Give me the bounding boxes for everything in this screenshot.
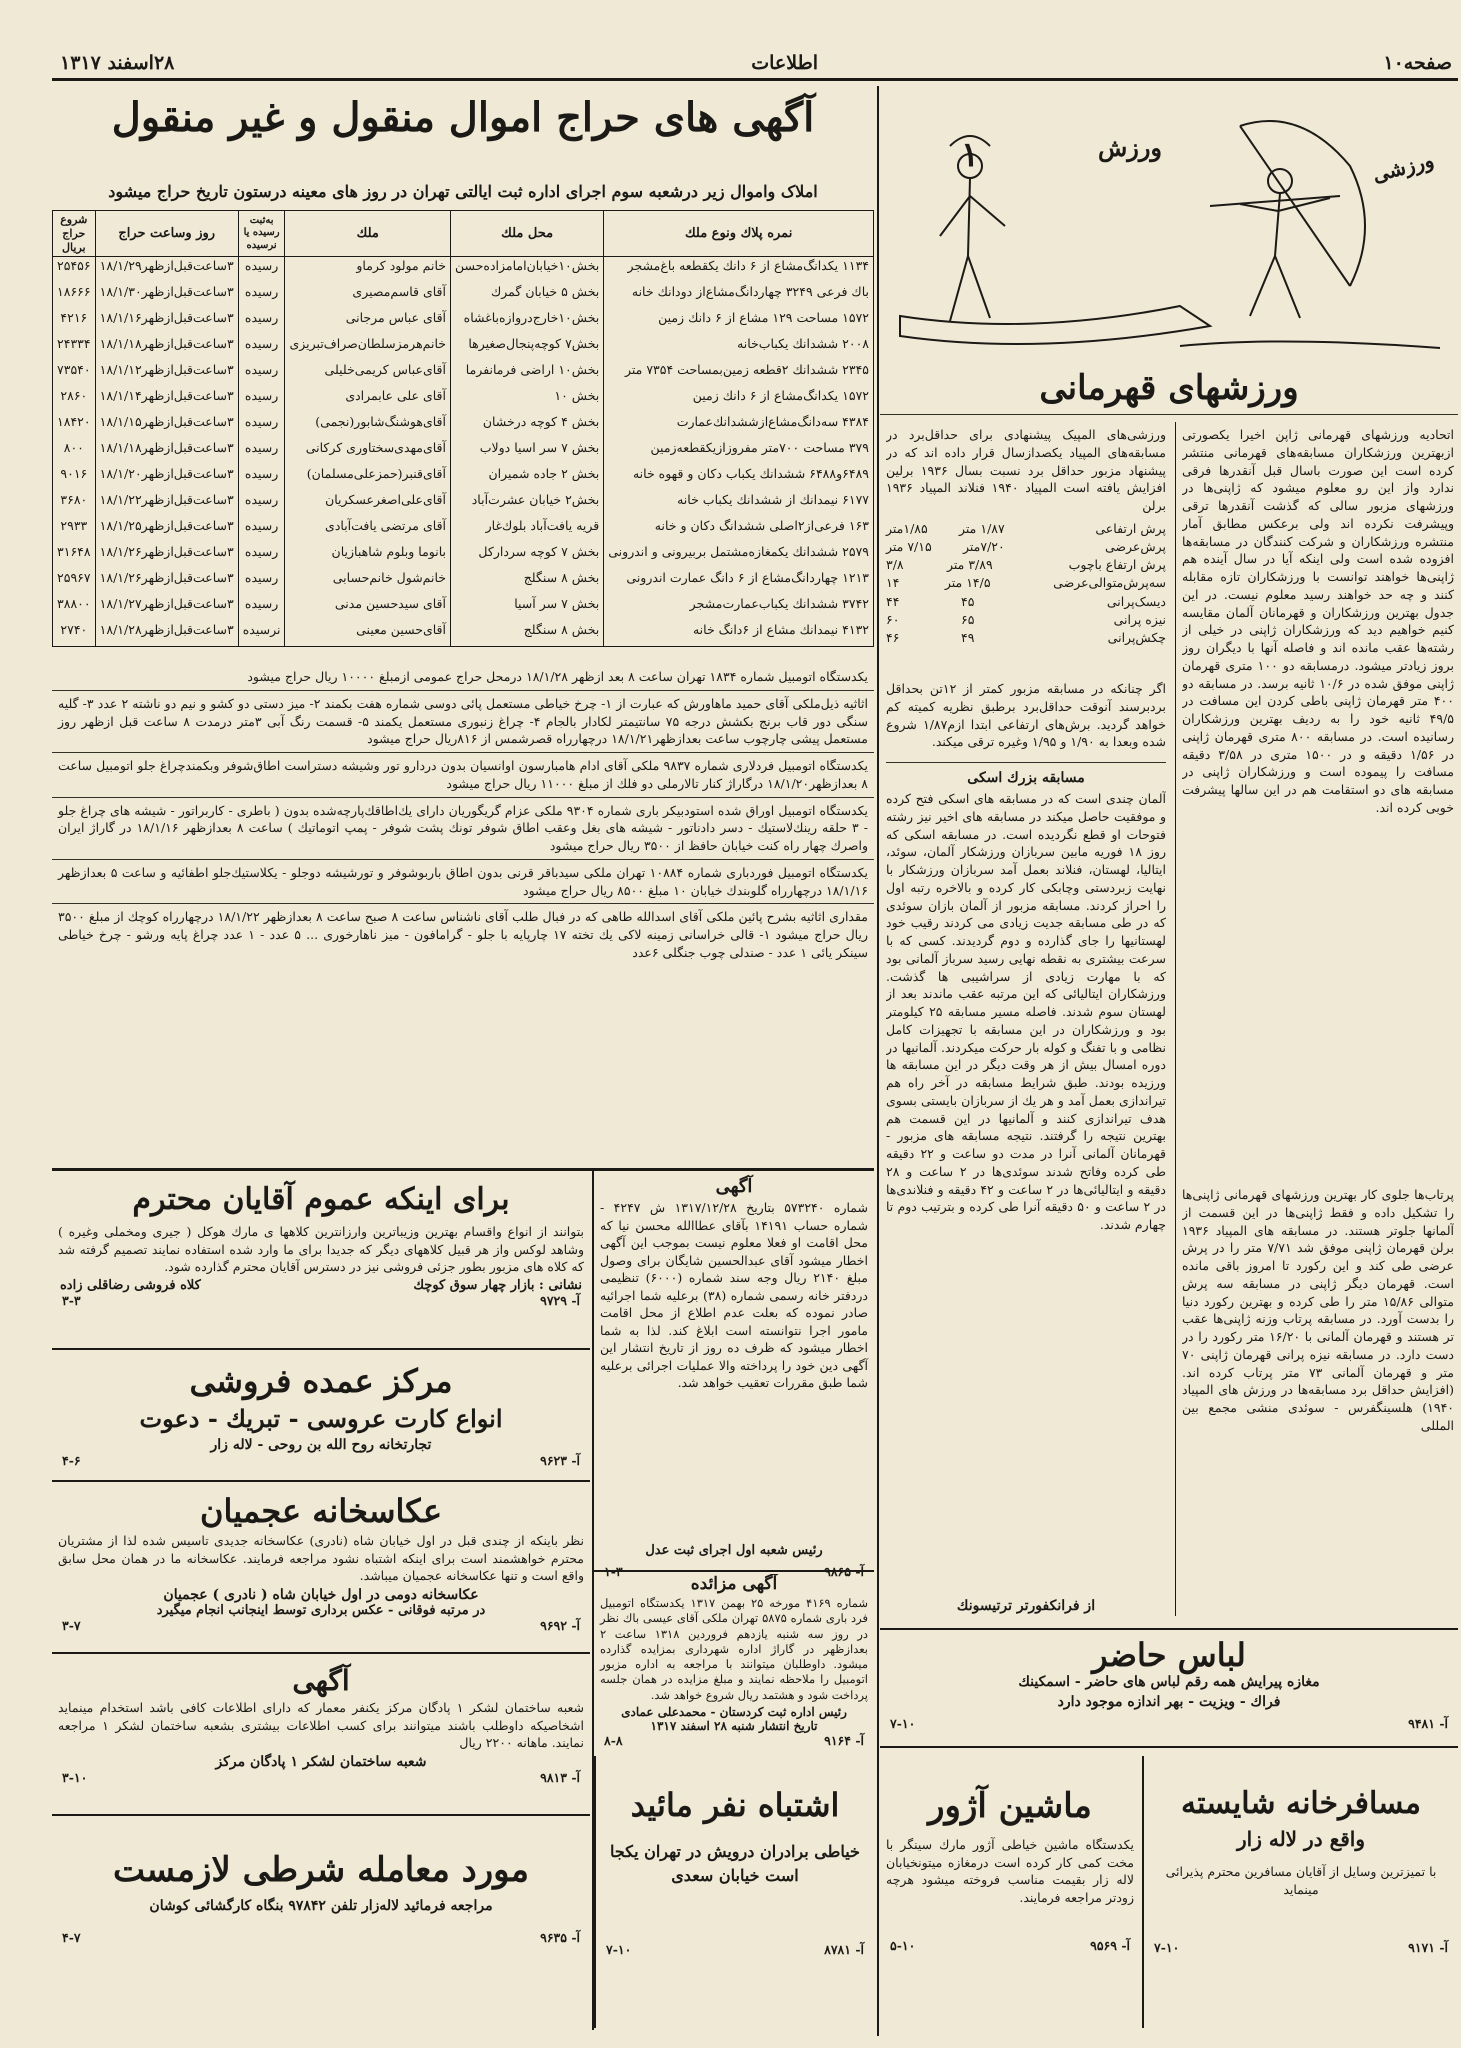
ski-heading: مسابقه بزرك اسکی [967, 770, 1085, 786]
masthead-rule [52, 78, 1458, 81]
row-registered: رسیده [238, 465, 285, 491]
ad-code-a: آ- ۹۱۶۴ [824, 1732, 864, 1748]
result-1936: ۳/۸ [886, 557, 904, 573]
row-registered: رسیده [238, 283, 285, 309]
photo-extra: در مرتبه فوقانی - عکس برداری توسط اینجانب انجام میگیرد [156, 1602, 486, 1618]
sewing-body: یکدستگاه ماشین خیاطی آژور مارك سینگر با مخت کمی کار کرده است درمغازه میتونخیابان لاله زار بقیمت مناسب فروخته میشود هرچه زودتر مراجعه فرمایند. [886, 1837, 1134, 1905]
photo-body: نظر باینکه از چندی قبل در اول خیابان شاه (نادری) عکاسخانه جدیدی تاسیس شده لذا از مشتریان محترم خواهشمند است برای اینکه اشتباه نشود مراجعه فرمایند. عکاسخانه ما در همان محل سابق واقع است و تنها عکاسخانه عجمیان میباشد. [58, 1533, 584, 1583]
row-plate: ۶۴۸۹و۶۴۸۸ ششدانك یکباب دکان و قهوه خانه [604, 465, 874, 491]
row-price: ۲۵۴۵۶ [53, 257, 96, 283]
result-row [886, 629, 1166, 647]
row-price: ۲۸۶۰ [53, 387, 96, 413]
row-price: ۲۴۳۳۴ [53, 335, 96, 361]
sports-title: ورزشهای قهرمانی [1039, 368, 1299, 408]
sports-section [880, 86, 1458, 1666]
notice1-body: شماره ۵۷۳۲۴۰ بتاریخ ۱۳۱۷/۱۲/۲۸ ش ۴۲۴۷ - شماره حساب ۱۴۱۹۱ بآقای عطاالله محسن نیا که محل اقامت او فعلا معلوم نیست بموجب این آگهی اخطار میشود آقای عبدالحسین شایگان برای وصول مبلغ ۲۱۴۰ ریال وجه سند شماره (۶۰۰۰) تنظیمی دردفتر خانه رسمی شماره (۳۸) برعلیه شما اجرائیه صادر نموده که بعلت عدم اطلاع از محل اقامت مامور اجرا نتوانسته است ابلاغ کند. لذا به شما اخطار میشود که ظرف ده روز از تاریخ انتشار این آگهی دین خود را پرداخته والا عملیات اجرائی برعلیه شما طبق مقررات تعقیب خواهد شد. [600, 1200, 868, 1390]
ad-code-b: ۳-۷ [62, 1617, 81, 1633]
auction-row [53, 595, 874, 621]
row-registered: رسیده [238, 361, 285, 387]
header-registered: بەثبت رسیده یا نرسیده [238, 211, 285, 257]
ad-ready-clothes [880, 1628, 1458, 1748]
row-owner: بانوما وبلوم شاهبازیان [285, 543, 451, 569]
auction-row [53, 413, 874, 439]
wholesale-company: تجارتخانه روح الله بن روحی - لاله زار [210, 1437, 432, 1453]
auction-row [53, 309, 874, 335]
wholesale-code [52, 1453, 590, 1468]
row-plate: ۴۳۸۴ سه‌دانگ‌مشاع‌ازششدانك‌عمارت [604, 413, 874, 439]
row-plate: ۱۲۱۳ چهاردانگ‌مشاع از ۶ دانگ عمارت اندرونی [604, 569, 874, 595]
deal-code [52, 1930, 590, 1945]
result-1940: ۱۴/۵ متر [944, 575, 991, 591]
row-location: بخش ۷ سر آسیا [451, 595, 604, 621]
row-plate: ۱۶۳ فرعی‌از۲‌اصلی ششدانگ دکان و خانه [604, 517, 874, 543]
photo-code [52, 1618, 590, 1633]
ad-notice-1 [594, 1174, 874, 1622]
row-registered: رسیده [238, 335, 285, 361]
result-1940: ۳/۸۹ متر [946, 557, 993, 573]
row-plate: ۱۱۳۴ یکدانگ‌مشاع از ۶ دانك یکقطعه باغ‌مشجر [604, 257, 874, 283]
sports-credit: از فرانکفورتر ترتیسونك [956, 1598, 1096, 1614]
mistake-title: اشتباه نفر مائید [630, 1786, 840, 1824]
row-registered: رسیده [238, 387, 285, 413]
tender-code [594, 1733, 874, 1748]
row-price: ۳۸۸۰۰ [53, 595, 96, 621]
row-owner: آقای‌حسین معینی [285, 621, 451, 647]
result-row [886, 538, 1166, 556]
page-number: صفحه۱۰ [1383, 52, 1452, 74]
auction-table [52, 210, 874, 647]
row-plate: ۳۷۹ مساحت ۷۰۰متر مفروزازیکقطعه‌زمین [604, 439, 874, 465]
row-date: ۳ساعت‌قبل‌ازظهر۱۸/۱/۲۶ [95, 543, 238, 569]
ready-clothes-title: لباس حاضر [1092, 1636, 1246, 1674]
row-date: ۳ساعت‌قبل‌ازظهر۱۸/۱/۲۷ [95, 595, 238, 621]
row-location: قریه یافت‌آباد بلوك‌غار [451, 517, 604, 543]
tender-rule [594, 1570, 874, 1572]
hotel-title: مسافرخانه شایسته [1181, 1786, 1421, 1821]
ad-sewing-machine [880, 1756, 1140, 2028]
gentlemen-address: نشانی : بازار چهار سوق کوچك [413, 1277, 582, 1293]
row-owner: آقای سید‌حسین مدنی [285, 595, 451, 621]
row-owner: خانم‌شول خانم‌حسابی [285, 569, 451, 595]
auction-row [53, 543, 874, 569]
result-event: سه‌پرش‌متوالی‌عرضی [1053, 575, 1166, 591]
header-owner: ملك [285, 211, 451, 257]
row-location: بخش۲ خیابان عشرت‌آباد [451, 491, 604, 517]
row-owner: خانم مولود کرماو [285, 257, 451, 283]
gentlemen-footer [52, 1278, 590, 1293]
row-location: بخش ۲ جاده شمیران [451, 465, 604, 491]
result-1940: ۶۵ [961, 611, 975, 627]
sports-col-right-lower: پرتاب‌ها جلوی کار بهترین ورزشهای قهرمانی ژاپنی‌ها را تشکیل داده و فقط ژاپنی‌ها در این قسمت از آلمانها جلوتر هستند. در مسابقه های المپیاد ۱۹۳۶ برلن قهرمان ژاپنی موفق شد ۷/۷۱ متر را در پرش عرضی طی کند و این رکورد تا امروز باقی مانده است. قهرمان دیگر ژاپنی در مسابقه سه پرش متوالی ۱۵/۸۶ متر را طی کرده و بهترین رکورد دنیا را بدست آورد. در مسابقه پرتاب وزنه ژاپنی‌ها عقب تر هستند و قهرمان آلمانی با ۱۶/۲۰ متر رکورد را در دست دارد. در مسابقه نیزه پرانی قهرمان ژاپنی ۷۰ متر و قهرمان آلمانی ۷۳ متر پرتاب کرده اند. (افزایش حداقل برد مسابقه‌ها در ورزش های المپیاد ۱۹۴۰) هلسینگفرس - سوئدی منشی مجمع بین المللی [1182, 1187, 1454, 1433]
result-1940: ۴۹ [961, 629, 975, 645]
ad-code-b: ۳-۱۰ [62, 1769, 88, 1785]
row-registered: رسیده [238, 257, 285, 283]
row-price: ۲۹۳۳ [53, 517, 96, 543]
result-1936: ۷/۱۵ متر [886, 539, 932, 555]
deal-title: مورد معامله شرطی لازمست [113, 1850, 529, 1890]
row-registered: رسیده [238, 595, 285, 621]
row-owner: آقای‌عباس کریمی‌خلیلی [285, 361, 451, 387]
auction-row [53, 569, 874, 595]
ski-text: آلمان چندی است که در مسابقه های اسکی فتح کرده و موفقیت حاصل میکند در مسابقه های اخیر نیز رشته فتوحات او قطع نگردیده است. در مسابقه اسکی که روز ۱۸ فوریه مابین سربازان ورزشکار آلمان، سوئد، ایتالیا، لهستان، فنلاند بعمل آمد سربازان ورزشکار با نهایت زبردستی وچابکی کار کرده و بالاخره رتبه اول را احراز کردند. مسابقه مزبور از آلمان بازان سوئدی که در طی مسابقه جدیت زیادی می کردند رقیب خود لهستانیها را جای گذارده و دوم گردیدند. کسی که با سرعت بیشتری به نقطه نهایی رسید سرباز آلمانی بود که با مهارت زیادی از سراشیبی ها گذشت. ورزشکاران ایتالیائی که این مرتبه عقب ماندند بعد از لهستان سوم شدند. فاصله مسیر مسابقه ۲۵ کیلومتر بود و ورزشکاران در این مسابقه با تجهیزات کامل نظامی و با تفنگ و کوله بار حرکت میکردند. آلمانیها در دوره امسال بیش از هر وقت دیگر در این مسابقه ها ورزیده بودند. طبق شرایط مسابقه در آخر راه هم تیراندازی بعمل آمد و هر یك از سربازان بایستی بسوی هدف تیراندازی کنند و آلمانیها در این قسمت هم بهترین نتیجه را گرفتند. نتیجه مسابقه های مزبور - قهرمانان آلمانی آنرا در مدت دو ساعت و ۲۲ دقیقه طی کرده وفاتح شدند سوئدی‌ها در ۲ ساعت و ۲۸ دقیقه و ایتالیائی‌ها در ۲ ساعت و ۴۲ دقیقه و فنلاندی‌ها در ۲ ساعت و ۵۰ دقیقه آنرا طی کرده و بترتیب دوم تا چهارم شدند. [886, 791, 1166, 1232]
auction-subtitle: املاک واموال زیر درشعبه سوم اجرای اداره ثبت ایالتی تهران در روز های معینه درستون تاریخ حراج میشود [108, 182, 818, 201]
ad-code-b: ۳-۳ [62, 1292, 81, 1308]
result-row [886, 574, 1166, 592]
gentlemen-title: برای اینکه عموم آقایان محترم [132, 1182, 510, 1217]
ad-wholesale [52, 1354, 590, 1482]
ad-code-b: ۴-۶ [62, 1453, 81, 1468]
ad-gentlemen [52, 1174, 590, 1350]
row-date: ۳ساعت‌قبل‌ازظهر۱۸/۱/۱۵ [95, 413, 238, 439]
auction-row [53, 465, 874, 491]
auction-note: یکدستگاه اتومبیل اوراق شده استودبیکر باری شماره ۹۳۰۴ ملکی عزام گریگوریان دارای یك‌اطاقك‌پارچه‌شده بدون ( باطری - کاربراتور - شیشه های چراغ جلو - ۳ حلقه رینك‌لاستیك - دسر دادناتور - شیشه های بغل وعقب اطاق شوفر تونك پشت شوفر - پمپ اتوماتیك ) ساعت ۸ بعدازظهر ۱۸/۱/۱۶ در گاراژ ایران واصرك چهار راه کنت خیابان حافظ از ۳۵۰۰ ریال حراج میشود [52, 798, 874, 860]
wholesale-title: مرکز عمده فروشی [189, 1362, 453, 1400]
row-plate: ۲۰۰۸ ششدانك یکباب‌خانه [604, 335, 874, 361]
row-price: ۳۶۸۰ [53, 491, 96, 517]
results-table [886, 520, 1166, 647]
row-location: بخش ۱۰ [451, 387, 604, 413]
row-date: ۳ساعت‌قبل‌ازظهر۱۸/۱/۳۰ [95, 283, 238, 309]
art-number: ۱ [960, 135, 980, 175]
photo-highlight: عکاسخانه دومی در اول خیابان شاه ( نادری ) عجمیان [163, 1586, 479, 1603]
notice1-signature: رئیس شعبه اول اجرای ثبت عدل [645, 1543, 823, 1558]
ad-code-a: آ- ۹۸۱۳ [540, 1769, 580, 1785]
auction-row [53, 257, 874, 283]
row-location: بخش۱۰ اراضی فرمانفرما [451, 361, 604, 387]
ad-notice-2 [52, 1658, 590, 1816]
row-registered: رسیده [238, 413, 285, 439]
row-date: ۳ساعت‌قبل‌ازظهر۱۸/۱/۱۴ [95, 387, 238, 413]
row-location: بخش۷ کوچه‌پنجال‌صغیرها [451, 335, 604, 361]
row-registered: نرسیده [238, 621, 285, 647]
wholesale-subtitle: انواع کارت عروسی - تبریك - دعوت [139, 1404, 503, 1433]
row-location: بخش ۷ کوچه سردارکل [451, 543, 604, 569]
row-owner: آقای عباس مرجانی [285, 309, 451, 335]
row-owner: خانم‌هرمزسلطان‌صراف‌تبریزی [285, 335, 451, 361]
mistake-code [596, 1942, 874, 1957]
notice1-title: آگهی [715, 1176, 753, 1197]
ad-code-b: ۷-۱۰ [606, 1942, 632, 1957]
hotel-subtitle: واقع در لاله زار [1237, 1827, 1365, 1851]
masthead [52, 50, 1458, 78]
gentlemen-shop: کلاه فروشی رضاقلی زاده [60, 1277, 201, 1293]
notice2-body: شعبه ساختمان لشکر ۱ پادگان مرکز یکنفر معمار که دارای اطلاعات کافی باشد استخدام مینماید اشخاصیکه داوطلب باشند میتوانند برای کسب اطلاعات بیشتری بشعبه ساختمان لشکر ۱ مراجعه نمایند. ماهانه ۲۲۰۰ ریال [58, 1700, 585, 1750]
row-date: ۳ساعت‌قبل‌ازظهر۱۸/۱/۱۲ [95, 361, 238, 387]
ready-clothes-code [880, 1716, 1458, 1731]
notice2-signature: شعبه ساختمان لشکر ۱ پادگان مرکز [215, 1753, 427, 1770]
sports-col-right: اتحادیه ورزشهای قهرمانی ژاپن اخیرا یکصورتی ازبهترین ورزشکاران مسابقه‌های قهرمانی منتشر کرده است این صورت باسال قبل آنقدرها فرقی ندارد واز این رو معلوم میشود که ژاپنی‌ها در ورزشهای مزبور سالی که گذشت آنقدرها ترقی وپیشرفت نکرده اند ولی برعکس مطابق آمار منتشره ورزشکاران و شرکت کنندگان در مسابقه‌ها افزوده شده است ولی اینکه آیا در سال آینده هم ژاپنی‌ها خواهند توانست با ورزشکاران تازه مقابله کنند و چه حد خواهند رسید معلوم نیست. در این جدول بهترین ورزشکاران و قهرمانان آلمان مقایسه کنیم خواهیم دید که ورزشکاران ژاپنی در خیلی از رشته‌ها عقب مانده اند و فاصله آنها با دیگران روز بروز زیادتر میشود. درمسابقه دو ۱۰۰ متری قهرمان ژاپنی موفق شده در ۱۰/۶ ثانیه برسد. در مسابقه دو ۴۰۰ متر قهرمان ژاپنی باطی کردن این مسافت در ۴۹/۵ ثانیه خود را به ردیف بهترین ورزشکاران رسانیده است. در مسابقه ۸۰۰ متری قهرمان ژاپنی در ۱/۵۶ دقیقه و در ۱۵۰۰ متری در ۳/۵۸ دقیقه مسافت را پیموده است و ورزشکاران ژاپنی در مسابقه های دو استقامت هم در این سالها پیشرفت خوبی کرده اند. [1182, 427, 1454, 815]
sewing-title: ماشین آژور [928, 1786, 1092, 1826]
row-plate: باك فرعی ۳۲۴۹ چهاردانگ‌مشاع‌از دودانك خانه [604, 283, 874, 309]
row-plate: ۴۱۳۲ نیمدانك مشاع از ۶دانگ خانه [604, 621, 874, 647]
row-date: ۳ساعت‌قبل‌ازظهر۱۸/۱/۱۸ [95, 335, 238, 361]
tender-title: آگهی مزائده [690, 1574, 778, 1594]
result-1936: ۱۴ [886, 575, 900, 591]
header-location: محل ملك [451, 211, 604, 257]
result-event: پرش ارتفاعی [1095, 521, 1166, 536]
auction-row [53, 283, 874, 309]
notice2-title: آگهی [292, 1664, 350, 1697]
result-row [886, 520, 1166, 538]
auction-title: آگهی های حراج اموال منقول و غیر منقول [111, 94, 815, 141]
result-1940: ۷/۲۰متر [962, 539, 1005, 555]
notice2-code [52, 1770, 590, 1785]
hotel-body: با تمیزترین وسایل از آقایان مسافرین محترم پذیرائی مینماید [1165, 1864, 1437, 1897]
row-owner: آقای‌هوشنگ‌شابور(نجمی) [285, 413, 451, 439]
row-plate: ۱۵۷۲ یکدانگ‌مشاع از ۶ دانك زمین [604, 387, 874, 413]
auction-row [53, 387, 874, 413]
result-event: پرش‌عرضی [1104, 539, 1166, 555]
row-owner: آقای‌قنبر(حمزعلی‌مسلمان) [285, 465, 451, 491]
row-registered: رسیده [238, 439, 285, 465]
row-date: ۳ساعت‌قبل‌ازظهر۱۸/۱/۲۸ [95, 621, 238, 647]
tender-signature: رئیس اداره ثبت کردستان - محمدعلی عمادی [621, 1704, 847, 1719]
auction-row [53, 335, 874, 361]
row-price: ۳۱۶۴۸ [53, 543, 96, 569]
sports-title-rule [880, 414, 1458, 415]
ad-mistake [594, 1756, 874, 2028]
row-price: ۱۸۶۶۶ [53, 283, 96, 309]
row-location: بخش ۵ خیابان گمرك [451, 283, 604, 309]
ski-rule [886, 762, 1166, 763]
tender-date: تاریخ انتشار شنبه ۲۸ اسفند ۱۳۱۷ [650, 1718, 818, 1733]
auction-header-row [53, 211, 874, 257]
result-1936: ۶۰ [886, 611, 900, 627]
ad-code-a: آ- ۹۶۹۲ [540, 1617, 580, 1633]
row-date: ۳ساعت‌قبل‌ازظهر۱۸/۱/۲۲ [95, 491, 238, 517]
row-location: بخش ۴ کوچه درخشان [451, 413, 604, 439]
auction-note: یکدستگاه اتومبیل شماره ۱۸۳۴ تهران ساعت ۸ بعد ازظهر ۱۸/۱/۲۸ درمحل حراج عمومی ازمبلغ ۱۰۰۰۰ ریال حراج میشود [52, 664, 874, 691]
archer-illustration [880, 86, 1458, 356]
row-location: بخش۱۰خارج‌دروازه‌باغشاه [451, 309, 604, 335]
row-date: ۳ساعت‌قبل‌ازظهر۱۸/۱/۱۸ [95, 439, 238, 465]
row-owner: آقای قاسم‌مصیری [285, 283, 451, 309]
ad-code-b: ۸-۸ [604, 1732, 623, 1748]
result-event: نیزه پرانی [1113, 611, 1166, 627]
hotel-code [1144, 1940, 1458, 1955]
row-date: ۳ساعت‌قبل‌ازظهر۱۸/۱/۱۶ [95, 309, 238, 335]
ad-code-b: ۴-۷ [62, 1930, 81, 1945]
ad-code-b: ۷-۱۰ [1154, 1940, 1180, 1955]
row-price: ۷۳۵۴۰ [53, 361, 96, 387]
row-registered: رسیده [238, 517, 285, 543]
row-plate: ۲۳۴۵ ششدانك ۲قطعه زمین‌بمساحت ۷۳۵۴ متر [604, 361, 874, 387]
issue-date: ۲۸اسفند ۱۳۱۷ [60, 52, 175, 74]
header-date: روز وساعت حراج [95, 211, 238, 257]
result-row [886, 611, 1166, 629]
header-price: شروع حراج بریال [53, 211, 96, 257]
ad-conditional-deal [52, 1820, 590, 2028]
row-location: بخش۱۰خیابان‌امامزاده‌حسن [451, 257, 604, 283]
row-price: ۸۰۰ [53, 439, 96, 465]
section-rule [52, 1168, 874, 1171]
row-location: بخش ۸ سنگلج [451, 569, 604, 595]
row-registered: رسیده [238, 569, 285, 595]
row-owner: آقای‌علی‌اصغر‌عسکریان [285, 491, 451, 517]
auction-note: یکدستگاه اتومبیل فوردباری شماره ۱۰۸۸۴ تهران ملکی سیدباقر قرنی بدون اطاق باربوشوفر و تورشیشه دوجلو - یکلاستیك‌جلو اطفائیه و ساعت ۵ بعدازظهر ۱۸/۱/۱۶ درچهارراه گلوبندك خیابان ۱۰ مبلغ ۸۵۰۰ ریال حراج میشود [52, 860, 874, 905]
result-1936: ۱/۸۵متر [886, 521, 928, 536]
result-row [886, 593, 1166, 611]
row-owner: آقای علی عابمرادی [285, 387, 451, 413]
auction-note: اثاثیه ذیل‌ملکی آقای حمید ماهاورش که عبارت از ۱- چرخ خیاطی مستعمل پائی دوسی شماره هفت بکمند ۲- میز دستی دو کشو و نیم دو ناشته ۲ عدد ۳- گلیه سنگی دور قاب برنج بکشش درجه ۷۵ سانتیمتر لکادار بالجام ۴- چراغ زنبوری مستعمل یکمند ۵- قسمت رنگ آبی ۳متر درمدت ۸ ساعت قبل ازظهر روز مستعمل پیشی چارچوب ساعت بعدازظهر۱۸/۱/۲۱ درچهارراه قصرشمس از ۸۱۶ریال حراج میشود [52, 691, 874, 753]
row-registered: رسیده [238, 543, 285, 569]
row-owner: آقای مرتضی یافت‌آبادی [285, 517, 451, 543]
auction-section [52, 86, 874, 960]
gentlemen-code [52, 1293, 590, 1308]
ad-hotel [1142, 1756, 1458, 2028]
row-date: ۳ساعت‌قبل‌ازظهر۱۸/۱/۲۰ [95, 465, 238, 491]
photo-title: عکاسخانه عجمیان [199, 1492, 443, 1530]
tender-body: شماره ۴۱۶۹ مورخه ۲۵ بهمن ۱۳۱۷ یکدستگاه اتومبیل فرد باری شماره ۵۸۷۵ تهران ملکی آقای عیسی باك نظر در روز سه شنبه یازدهم فروردین ۱۳۱۸ ساعت ۲ بعدازظهر در گاراژ اداره شهرداری بمزایده گذارده میشود. داوطلبان میتوانند با مراجعه به اداره مزبور اتومبیل را ملاحظه نمایند و مبلغ مزایده در همان جلسه پرداخت شود و هشتمد ریال شروع خواهد شد. [600, 1596, 868, 1702]
sewing-code [880, 1938, 1140, 1953]
row-location: بخش ۸ سنگلج [451, 621, 604, 647]
row-plate: ۳۷۴۲ ششدانك یکباب‌عمارت‌مشجر [604, 595, 874, 621]
row-date: ۳ساعت‌قبل‌ازظهر۱۸/۱/۲۵ [95, 517, 238, 543]
ad-code-b: ۷-۱۰ [890, 1716, 916, 1731]
result-1940: ۱/۸۷ متر [959, 521, 1005, 536]
ready-clothes-line1: مغازه پیرایش همه رقم لباس های حاضر - اسمکینك [1018, 1674, 1320, 1690]
auction-row [53, 621, 874, 647]
row-registered: رسیده [238, 309, 285, 335]
row-price: ۴۲۱۶ [53, 309, 96, 335]
result-event: چکش‌پرانی [1107, 629, 1166, 645]
auction-row [53, 491, 874, 517]
auction-note: یکدستگاه اتومبیل فردلاری شماره ۹۸۳۷ ملکی آقای ادام هامبارسون اوانسیان بدون دردارو تور وشیشه دستراست اطاق‌شوفر وبکمندچراغ جلو اتومبیل ساعت ۸ بعدازظهر۱۸/۱/۲۰ درگاراژ کنار تالارملی دو فلك از مبلغ ۱۱۰۰۰ ریال حراج میشود [52, 753, 874, 798]
sports-intro: ورزشی‌های المپیک پیشنهادی برای حداقل‌برد در مسابقه‌های المپیاد یکصد‌ازسال قرار داده اند که در پیشنهاد مزبور حداقل برد نسبت بسال ۱۹۳۶ برلین افزایش یافته است المپیاد ۱۹۴۰ فنلاند المپیاد ۱۹۳۶ برلن [886, 427, 1166, 513]
header-plate: نمره پلاك ونوع ملك [604, 211, 874, 257]
ad-code-a: آ- ۹۵۶۹ [1090, 1938, 1130, 1953]
row-plate: ۲۵۷۹ ششدانك یکمغازه‌مشتمل بربیرونی و اندرونی [604, 543, 874, 569]
row-owner: آقای‌مهدی‌سختاوری کرکانی [285, 439, 451, 465]
result-row [886, 556, 1166, 574]
ad-photo-studio [52, 1486, 590, 1654]
row-plate: ۶۱۷۷ نیمدانك از ششدانك یکباب خانه [604, 491, 874, 517]
row-registered: رسیده [238, 491, 285, 517]
sports-left-mid: اگر چنانکه در مسابقه مزبور کمتر از ۱۲تن بحداقل بردبرسند آنوقت حداقل‌برد برطبق نظریه کمیته کم خواهد گردید. برش‌های ارتفاعی ابتدا ازم۱/۸۷ شروع شده وبعدا به ۱/۹۰ و ۱/۹۵ وغیره ترقی میکند. [886, 681, 1166, 750]
row-plate: ۱۵۷۲ مساحت ۱۲۹ مشاع از ۶ دانك زمین [604, 309, 874, 335]
mistake-body: خیاطی برادران درویش در تهران یکجا است خیابان سعدی [610, 1842, 860, 1885]
row-date: ۳ساعت‌قبل‌ازظهر۱۸/۱/۲۹ [95, 257, 238, 283]
auction-note: مقداری اثاثیه بشرح پائین ملکی آقای اسدالله طاهی که در فبال طلب آقای ناشناس ساعت ۸ صبح ساعت ۸ بعدازظهر ۱۸/۱/۲۲ درچهارراه کوچك از مبلغ ۳۵۰۰ ریال حراج میشود ۱- قالی خراسانی زمینه لاکی یك تخته ۱۷ چارپایه با جلو - گرامافون - میز ناهارخوری ... ۵ عدد - ۱ عدد چراغ پایه ورشو - چرخ خیاطی سینکر یائی ۱ عدد - صندلی چوب جنگلی ۶عدد [58, 909, 869, 960]
ready-clothes-line2: فراك - ویزیت - بهر اندازه موجود دارد [1057, 1694, 1281, 1710]
auction-row [53, 517, 874, 543]
result-1940: ۴۵ [961, 593, 975, 609]
row-price: ۹۰۱۶ [53, 465, 96, 491]
auction-notes [52, 664, 874, 966]
ad-code-a: آ- ۹۴۸۱ [1408, 1716, 1448, 1731]
column-divider [877, 86, 879, 2036]
deal-body: مراجعه فرمائید لاله‌زار تلفن ۹۷۸۴۲ بنگاه کارگشائی کوشان [149, 1898, 493, 1914]
sports-col-divider [1175, 422, 1176, 1616]
row-location: بخش ۷ سر اسیا دولاب [451, 439, 604, 465]
result-event: پرش ارتفاع باچوب [1068, 557, 1166, 573]
ad-code-a: آ- ۹۶۳۵ [540, 1930, 580, 1945]
row-date: ۳ساعت‌قبل‌ازظهر۱۸/۱/۲۶ [95, 569, 238, 595]
result-event: دیسک‌پرانی [1106, 593, 1166, 609]
paper-name: اطلاعات [751, 52, 818, 74]
row-price: ۱۸۴۲۰ [53, 413, 96, 439]
auction-row [53, 361, 874, 387]
row-price: ۲۷۴۰ [53, 621, 96, 647]
result-1936: ۴۴ [886, 593, 900, 609]
result-1936: ۴۶ [886, 629, 900, 645]
art-label-right: ورزشی [1369, 147, 1437, 187]
gentlemen-body: بتوانند از انواع واقسام بهترین وزیباترین وارزانترین کلاهها ی مارك هوكل ( جیری ومخملی وغیره ) وشاهد لوكس واز هر قبیل کلاههای دیگر که جدیدا برای ما وارد شده استفاده نمایند تصمیم گرفته شد که کلاه های مزبور بطور جزئی فروشی نیز در دسترس آقایان محترم گذارده شود. [58, 1224, 584, 1274]
ad-code-a: آ- ۹۶۲۳ [540, 1453, 580, 1468]
ad-code-a: آ- ۸۷۸۱ [824, 1942, 864, 1957]
art-label-left: ورزش [1097, 133, 1163, 162]
row-price: ۲۵۹۶۷ [53, 569, 96, 595]
ad-tender [594, 1574, 874, 1750]
auction-row [53, 439, 874, 465]
ad-code-a: آ- ۹۱۷۱ [1408, 1940, 1448, 1955]
ad-code-a: آ- ۹۷۲۹ [540, 1292, 580, 1308]
ad-code-b: ۵-۱۰ [890, 1938, 916, 1953]
